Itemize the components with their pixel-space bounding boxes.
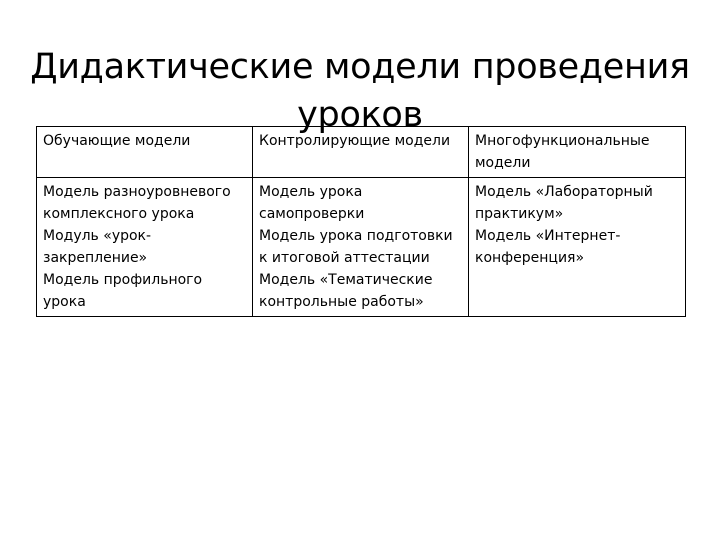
- table-header-row: [37, 127, 686, 178]
- cell-teaching-line-5: Модель профильного: [43, 272, 203, 288]
- cell-multifunctional-line-2: практикум»: [475, 206, 564, 222]
- cell-teaching-line-1: Модель разноуровневого: [43, 184, 231, 200]
- cell-multifunctional-line-1: Модель «Лабораторный: [475, 184, 653, 200]
- header-cell-teaching-models: [37, 127, 253, 178]
- cell-multifunctional-line-3: Модель «Интернет-: [475, 228, 621, 244]
- cell-multifunctional-models: [469, 178, 686, 317]
- cell-multifunctional-line-4: конференция»: [475, 250, 585, 266]
- header-multifunctional-line-1: Многофункциональные: [475, 133, 650, 149]
- cell-teaching-line-6: урока: [43, 294, 86, 310]
- cell-control-line-3: Модель урока подготовки: [259, 228, 453, 244]
- cell-teaching-line-2: комплексного урока: [43, 206, 195, 222]
- table-row: [37, 178, 686, 317]
- slide-title-line-1: Дидактические модели проведения: [30, 47, 690, 88]
- cell-teaching-line-3: Модуль «урок-: [43, 228, 152, 244]
- cell-control-line-5: Модель «Тематические: [259, 272, 433, 288]
- cell-control-line-1: Модель урока: [259, 184, 363, 200]
- didactic-models-table: [36, 126, 686, 317]
- header-teaching-line-1: Обучающие модели: [43, 133, 191, 149]
- cell-control-models: [253, 178, 469, 317]
- slide-title-line-2: уроков: [297, 95, 423, 136]
- cell-teaching-line-4: закрепление»: [43, 250, 148, 266]
- header-cell-multifunctional-models: [469, 127, 686, 178]
- header-cell-control-models: [253, 127, 469, 178]
- header-control-line-1: Контролирующие модели: [259, 133, 451, 149]
- header-multifunctional-line-2: модели: [475, 155, 531, 171]
- cell-control-line-2: самопроверки: [259, 206, 365, 222]
- cell-teaching-models: [37, 178, 253, 317]
- cell-control-line-4: к итоговой аттестации: [259, 250, 430, 266]
- cell-control-line-6: контрольные работы»: [259, 294, 424, 310]
